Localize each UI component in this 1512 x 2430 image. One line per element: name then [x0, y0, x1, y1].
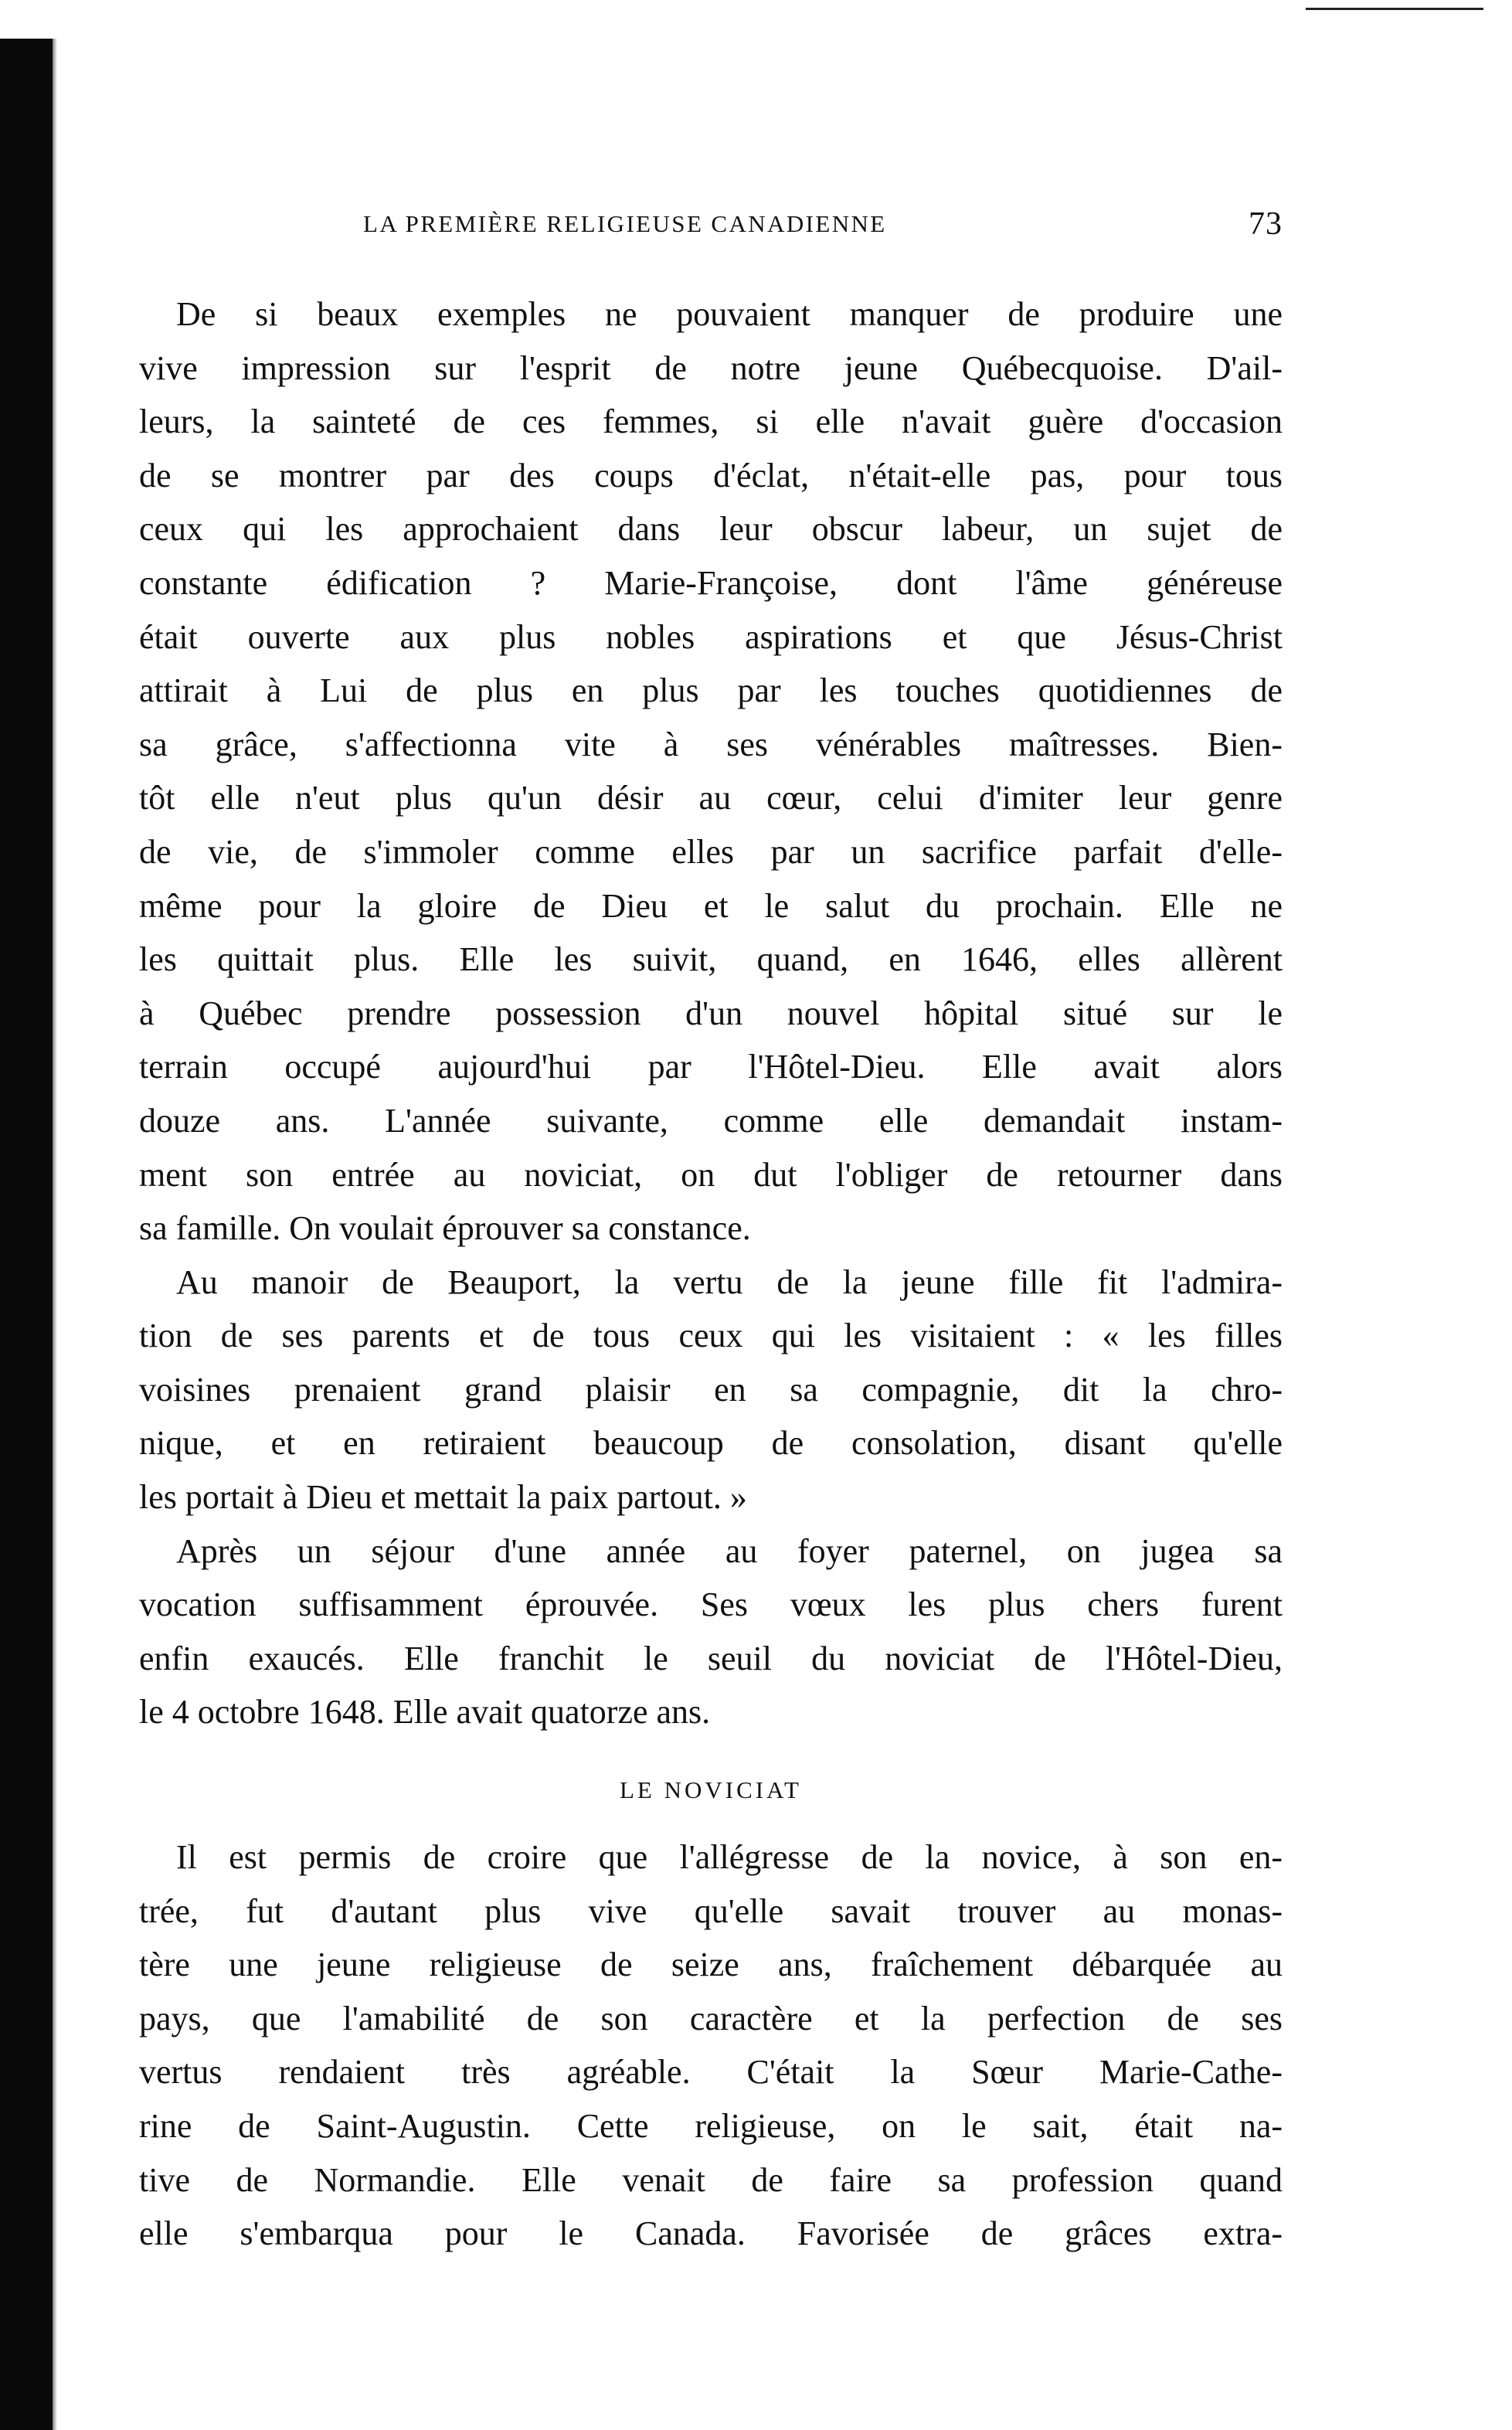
text-line: De si beaux exemples ne pouvaient manquer de produire une — [176, 295, 1283, 333]
text-line: voisines prenaient grand plaisir en sa compagnie, dit la chro- — [139, 1370, 1283, 1409]
running-head: LA PREMIÈRE RELIGIEUSE CANADIENNE — [363, 210, 887, 237]
text-line: tère une jeune religieuse de seize ans, fraîchement débarquée au — [139, 1946, 1283, 1984]
text-line: de se montrer par des coups d'éclat, n'était-elle pas, pour tous — [139, 456, 1283, 494]
text-line: vertus rendaient très agréable. C'était la Sœur Marie-Cathe- — [139, 2053, 1283, 2092]
text-line: nique, et en retiraient beaucoup de consolation, disant qu'elle — [139, 1424, 1283, 1463]
text-line: attirait à Lui de plus en plus par les touches quotidiennes de — [139, 671, 1283, 710]
text-line: tôt elle n'eut plus qu'un désir au cœur, celui d'imiter leur genre — [139, 779, 1283, 817]
text-line: Il est permis de croire que l'allégresse de la novice, à son en- — [176, 1838, 1283, 1877]
paragraph-2 — [139, 1256, 1283, 1524]
text-line: elle s'embarqua pour le Canada. Favorisée de grâces extra- — [139, 2214, 1283, 2253]
text-line: les portait à Dieu et mettait la paix partout. » — [139, 1478, 747, 1517]
text-line: les quittait plus. Elle les suivit, quand, en 1646, elles allèrent — [139, 940, 1283, 979]
page-header — [363, 206, 1283, 257]
text-line: Après un séjour d'une année au foyer paternel, on jugea sa — [176, 1531, 1283, 1570]
paragraph-1 — [139, 287, 1283, 1256]
text-line: était ouverte aux plus nobles aspirations et que Jésus-Christ — [139, 617, 1283, 656]
text-line: à Québec prendre possession d'un nouvel hôpital situé sur le — [139, 994, 1283, 1032]
text-line: Au manoir de Beauport, la vertu de la jeune fille fit l'admira- — [176, 1263, 1283, 1301]
paragraph-3 — [139, 1524, 1283, 1739]
text-line: le 4 octobre 1648. Elle avait quatorze ans. — [139, 1693, 711, 1732]
page-number: 73 — [1249, 206, 1283, 242]
book-binding-edge — [0, 39, 53, 2430]
text-line: ment son entrée au noviciat, on dut l'obliger de retourner dans — [139, 1155, 1283, 1194]
text-line: tion de ses parents et de tous ceux qui les visitaient : « les filles — [139, 1317, 1283, 1355]
paragraph-4 — [139, 1830, 1283, 2261]
body-text — [139, 287, 1283, 2261]
text-line: pays, que l'amabilité de son caractère et la perfection de ses — [139, 1999, 1283, 2037]
text-line: rine de Saint-Augustin. Cette religieuse, on le sait, était na- — [139, 2107, 1283, 2145]
text-line: trée, fut d'autant plus vive qu'elle savait trouver au monas- — [139, 1891, 1283, 1930]
text-line: ceux qui les approchaient dans leur obscur labeur, un sujet de — [139, 510, 1283, 549]
text-line: sa famille. On voulait éprouver sa constance. — [139, 1209, 751, 1248]
text-line: vocation suffisamment éprouvée. Ses vœux les plus chers furent — [139, 1585, 1283, 1624]
text-line: constante édification ? Marie-Françoise, dont l'âme généreuse — [139, 563, 1283, 602]
text-line: terrain occupé aujourd'hui par l'Hôtel-Dieu. Elle avait alors — [139, 1048, 1283, 1086]
section-heading: LE NOVICIAT — [620, 1776, 802, 1804]
corner-rule — [1306, 8, 1483, 10]
text-line: de vie, de s'immoler comme elles par un sacrifice parfait d'elle- — [139, 832, 1283, 871]
text-line: même pour la gloire de Dieu et le salut du prochain. Elle ne — [139, 886, 1283, 925]
text-line: douze ans. L'année suivante, comme elle demandait instam- — [139, 1101, 1283, 1140]
text-line: enfin exaucés. Elle franchit le seuil du noviciat de l'Hôtel-Dieu, — [139, 1639, 1283, 1677]
text-line: vive impression sur l'esprit de notre jeune Québecquoise. D'ail- — [139, 348, 1283, 387]
text-line: leurs, la sainteté de ces femmes, si elle n'avait guère d'occasion — [139, 403, 1283, 441]
text-line: sa grâce, s'affectionna vite à ses vénérables maîtresses. Bien- — [139, 725, 1283, 763]
text-line: tive de Normandie. Elle venait de faire sa profession quand — [139, 2160, 1283, 2199]
